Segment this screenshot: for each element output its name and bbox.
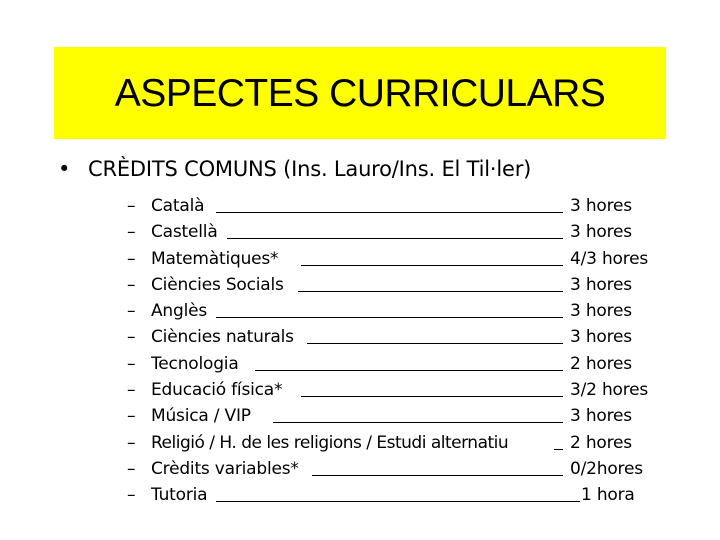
subject-hours: 4/3 hores bbox=[570, 248, 649, 269]
list-item bbox=[127, 298, 667, 324]
subject-hours: 1 hora bbox=[581, 485, 635, 506]
list-item bbox=[127, 456, 667, 482]
subject-label: Ciències naturals bbox=[151, 327, 294, 348]
fill-line bbox=[301, 265, 563, 266]
subject-hours: 2 hores bbox=[570, 432, 632, 453]
subject-hours: 3 hores bbox=[570, 301, 632, 322]
fill-line bbox=[298, 291, 563, 292]
subject-hours: 3 hores bbox=[570, 274, 632, 295]
subject-list bbox=[127, 193, 667, 509]
subject-hours: 3 hores bbox=[570, 196, 632, 216]
dash-icon: – bbox=[127, 353, 136, 374]
subject-label: Religió / H. de les religions / Estudi alternatiu bbox=[151, 432, 509, 453]
section-heading-text: CRÈDITS COMUNS (Ins. Lauro/Ins. El Til·ler) bbox=[88, 157, 532, 181]
subject-hours: 3 hores bbox=[570, 406, 632, 427]
fill-line bbox=[216, 501, 580, 502]
title-banner bbox=[54, 47, 666, 139]
subject-label: Anglès bbox=[151, 301, 208, 322]
subject-hours: 3/2 hores bbox=[570, 380, 649, 401]
subject-label: Català bbox=[151, 196, 205, 216]
dash-icon: – bbox=[127, 485, 136, 506]
dash-icon: – bbox=[127, 432, 136, 453]
dash-icon: – bbox=[127, 327, 136, 348]
list-item bbox=[127, 324, 667, 350]
fill-line bbox=[227, 238, 563, 239]
dash-icon: – bbox=[127, 248, 136, 269]
subject-hours: 0/2hores bbox=[570, 458, 643, 479]
list-item bbox=[127, 193, 667, 219]
fill-line bbox=[301, 396, 563, 397]
subject-label: Tutoria bbox=[151, 485, 208, 506]
list-item bbox=[127, 403, 667, 429]
list-item bbox=[127, 430, 667, 456]
list-item bbox=[127, 272, 667, 298]
subject-hours: 3 hores bbox=[570, 327, 632, 348]
fill-line bbox=[307, 343, 563, 344]
list-item bbox=[127, 219, 667, 245]
subject-label: Castellà bbox=[151, 222, 218, 243]
dash-icon: – bbox=[127, 196, 136, 216]
subject-label: Educació física* bbox=[151, 380, 283, 401]
dash-icon: – bbox=[127, 458, 136, 479]
fill-line bbox=[216, 212, 563, 213]
fill-line bbox=[554, 449, 563, 450]
dash-icon: – bbox=[127, 380, 136, 401]
dash-icon: – bbox=[127, 301, 136, 322]
subject-label: Ciències Socials bbox=[151, 274, 284, 295]
page-title: ASPECTES CURRICULARS bbox=[114, 72, 606, 115]
list-item bbox=[127, 482, 667, 508]
dash-icon: – bbox=[127, 406, 136, 427]
subject-label: Tecnologia bbox=[151, 353, 239, 374]
subject-hours: 3 hores bbox=[570, 222, 632, 243]
fill-line bbox=[273, 422, 563, 423]
fill-line bbox=[216, 317, 563, 318]
subject-label: Crèdits variables* bbox=[151, 458, 299, 479]
list-item bbox=[127, 377, 667, 403]
fill-line bbox=[255, 370, 563, 371]
bullet-icon: • bbox=[58, 157, 71, 181]
dash-icon: – bbox=[127, 222, 136, 243]
section-heading bbox=[58, 157, 531, 181]
subject-label: Música / VIP bbox=[151, 406, 251, 427]
dash-icon: – bbox=[127, 274, 136, 295]
subject-hours: 2 hores bbox=[570, 353, 632, 374]
list-item bbox=[127, 351, 667, 377]
subject-label: Matemàtiques* bbox=[151, 248, 279, 269]
list-item bbox=[127, 246, 667, 272]
fill-line bbox=[312, 475, 563, 476]
